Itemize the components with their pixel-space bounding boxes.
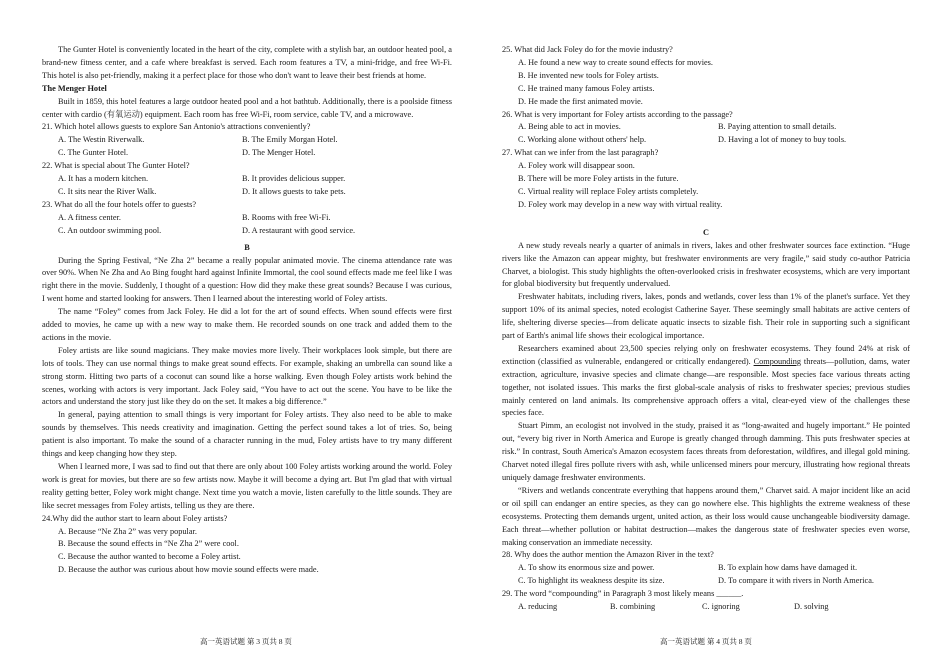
question-25 [502, 44, 910, 109]
option-d: D. Foley work may develop in a new way with virtual reality. [518, 199, 723, 209]
question-22 [42, 160, 452, 199]
question-stem: 28. Why does the author mention the Amazon River in the text? [502, 550, 714, 560]
menger-hotel-paragraph: Built in 1859, this hotel features a large outdoor heated pool and a hot bathtub. Additionally, there is a poolside fitness center with cardio (有氧运动) equipment. Each room has free Wi-Fi, room service, cable TV, and a microwave. [42, 96, 452, 119]
option-c: C. An outdoor swimming pool. [58, 225, 162, 235]
option-b: B. To explain how dams have damaged it. [718, 563, 858, 573]
option-b: B. There will be more Foley artists in the future. [518, 174, 679, 184]
passage-c-paragraph-5: “Rivers and wetlands concentrate everything that happens around them,” Charvet said. A major incident like an acid or oil spill can endanger an entire species, as they can go nowhere else. This highlights the extreme weakness of these ecosystems. Protecting them demands urgent, united action, as their loss would cause unchangeable biodiversity damage. Each threat—whether pollution or habitat destruction—makes the dangerous state of freshwater species even worse, making conservation an immediate necessity. [502, 485, 910, 547]
question-24 [42, 513, 452, 578]
option-a: A. A fitness center. [58, 212, 121, 222]
option-b: B. Because the sound effects in “Ne Zha 2” were cool. [58, 539, 239, 549]
underlined-word: Compounding [753, 356, 802, 366]
paragraph-text: threats—pollution, dams, water extraction, agriculture, invasive species and climate change—are responsible. Most species face various threats acting together, not isolated issues. This marks the first global-scale analysis of risks to freshwater species; previous studies mainly centered on land animals. Its comprehensive approach offers a vital, clear-eyed view of the challenges these species face. [502, 356, 910, 418]
passage-b-paragraph-1: During the Spring Festival, “Ne Zha 2” became a really popular animated movie. The cinema attendance rate was over 90%. When Ne Zha and Ao Bing fought hard against Infinite Immortal, the cool sound effects made me feel like I was right there in the movie. Suddenly, I thought of a question: How did they make these great sounds? Because I was curious, I went home and started looking for answers. Then I learned about the interesting world of Foley artists. [42, 255, 452, 304]
option-b: B. Rooms with free Wi-Fi. [242, 212, 331, 222]
option-d: D. Having a lot of money to buy tools. [718, 135, 847, 145]
page-footer-right: 高一英语试题 第 4 页共 8 页 [660, 637, 752, 646]
question-23 [42, 199, 452, 238]
question-stem: 24.Why did the author start to learn about Foley artists? [42, 513, 228, 523]
option-d: D. To compare it with rivers in North America. [718, 576, 874, 586]
question-stem: 26. What is very important for Foley artists according to the passage? [502, 109, 733, 119]
option-d: D. It allows guests to take pets. [242, 186, 346, 196]
menger-hotel-heading: The Menger Hotel [42, 83, 107, 93]
question-29 [502, 588, 910, 614]
option-c: C. He trained many famous Foley artists. [518, 83, 655, 93]
option-b: B. Paying attention to small details. [718, 122, 837, 132]
passage-c-paragraph-3 [502, 343, 910, 420]
option-b: B. He invented new tools for Foley artists. [518, 70, 659, 80]
question-stem: 25. What did Jack Foley do for the movie industry? [502, 45, 673, 54]
option-c: C. Working alone without others' help. [518, 135, 647, 145]
page-footer-left: 高一英语试题 第 3 页共 8 页 [200, 637, 292, 646]
option-d: D. The Menger Hotel. [242, 148, 316, 158]
option-c: C. Because the author wanted to become a Foley artist. [58, 552, 241, 562]
option-a: A. Being able to act in movies. [518, 122, 621, 132]
option-c: C. Virtual reality will replace Foley artists completely. [518, 186, 699, 196]
question-stem: 22. What is special about The Gunter Hotel? [42, 161, 190, 171]
passage-c-paragraph-4: Stuart Pimm, an ecologist not involved in the study, praised it as “long-awaited and hugely important.” He pointed out, “every big river in North America and Europe is greatly changed through damming. This puts freshwater species at risk.” In contrast, South America's Amazon ecosystem faces threats from deforestation, wildfires, and illegal gold mining. Charvet noted illegal fires pollute rivers with ash, while unlicensed miners pour mercury, illustrating how regional threats uniquely damage freshwater environments. [502, 421, 910, 482]
option-c: C. ignoring [702, 602, 740, 612]
option-b: B. It provides delicious supper. [242, 174, 346, 184]
question-stem: 21. Which hotel allows guests to explore San Antonio's attractions conveniently? [42, 122, 311, 132]
question-26 [502, 109, 910, 148]
option-a: A. Foley work will disappear soon. [518, 161, 635, 171]
passage-c-paragraph-1: A new study reveals nearly a quarter of animals in rivers, lakes and other freshwater sources face extinction. “Huge rivers like the Amazon can appear mighty, but freshwater environments are very fragile,” said study co-author Patricia Charvet, a biologist. This study highlights the often-overlooked crisis in freshwater ecosystems, which are very important for global biodiversity but frequently undervalued. [502, 240, 910, 289]
left-column [42, 44, 452, 577]
option-a: A. It has a modern kitchen. [58, 174, 149, 184]
passage-b-paragraph-2: The name “Foley” comes from Jack Foley. He did a lot for the art of sound effects. When sound effects were first added to movies, he came up with a new way to make them. He recorded sounds on one track and added them to the actions in the movie. [42, 307, 452, 342]
passage-c-paragraph-2: Freshwater habitats, including rivers, lakes, ponds and wetlands, cover less than 1% of the planet's surface. Yet they support 10% of its animal species, noted ecologist Catherine Sayer. These seemingly small habitats are active centers of life, sheltering diverse species—from delicate aquatic insects to sizable fish. Their role in supporting such a significant part of Earth's animal life shows their ecological importance. [502, 292, 910, 341]
question-21 [42, 121, 452, 160]
option-a: A. He found a new way to create sound effects for movies. [518, 57, 713, 67]
question-stem: 23. What do all the four hotels offer to guests? [42, 199, 197, 209]
option-c: C. The Gunter Hotel. [58, 148, 129, 158]
option-a: A. To show its enormous size and power. [518, 563, 655, 573]
right-column [502, 44, 910, 614]
option-d: D. solving [794, 602, 829, 612]
option-c: C. To highlight its weakness despite its size. [518, 576, 665, 586]
gunter-hotel-paragraph: The Gunter Hotel is conveniently located in the heart of the city, complete with a stylish bar, an outdoor heated pool, a brand-new fitness center, and a cafe where breakfast is served. Each room features a TV, a mini-fridge, and free Wi-Fi. This hotel is also pet-friendly, making it a perfect place for those who don't want to leave their best friends at home. [42, 45, 452, 80]
option-a: A. The Westin Riverwalk. [58, 135, 145, 145]
option-a: A. Because “Ne Zha 2” was very popular. [58, 526, 197, 536]
option-d: D. He made the first animated movie. [518, 96, 643, 106]
passage-b-paragraph-5: When I learned more, I was sad to find out that there are only about 100 Foley artists working around the world. Foley work is great for movies, but there are so few artists now. Maybe it will become a dying art. But I'm glad that with virtual reality getting better, Foley work might change. Next time you watch a movie, listen carefully to the little sounds. They are like secret messages from Foley artists, telling us they are there. [42, 462, 452, 510]
passage-b-paragraph-3: Foley artists are like sound magicians. They make movies more lively. Their workplaces look simple, but there are lots of tools. They can use normal things to make great sound effects. For example, shaking an umbrella can sound like a strong storm. Hitting two parts of a coconut can sound like a horse walking. Even though Foley artists work behind the scenes, working with actors is very important. Jack Foley said, “You have to act out the scene. You have to be like the actors and understand the story just like they do on the set. It makes a big difference.” [42, 345, 452, 407]
option-b: B. The Emily Morgan Hotel. [242, 135, 338, 145]
option-d: D. A restaurant with good service. [242, 225, 356, 235]
question-27 [502, 147, 910, 212]
question-stem: 27. What can we infer from the last paragraph? [502, 148, 659, 158]
option-b: B. combining [610, 602, 656, 612]
paragraph-text: Researchers examined about 23,500 species relying only on freshwater ecosystems. They found 24% at risk of extinction (classified as vulnerable, endangered or critically endangered). [502, 343, 910, 366]
question-stem: 29. The word “compounding” in Paragraph 3 most likely means ______. [502, 589, 744, 599]
passage-b-paragraph-4: In general, paying attention to small things is very important for Foley artists. They also need to be able to make sounds by themselves. This needs creativity and imagination. Getting the perfect sound takes a lot of tries. So, being patient is also important. To make the sound of a character running in the mud, Foley artists have to try many different things and keep changing how they step. [42, 410, 452, 459]
option-d: D. Because the author was curious about how movie sound effects were made. [58, 565, 319, 575]
option-c: C. It sits near the River Walk. [58, 186, 157, 196]
section-c-heading: C [703, 227, 709, 237]
option-a: A. reducing [518, 602, 558, 612]
question-28 [502, 549, 910, 588]
section-b-heading: B [244, 242, 250, 252]
